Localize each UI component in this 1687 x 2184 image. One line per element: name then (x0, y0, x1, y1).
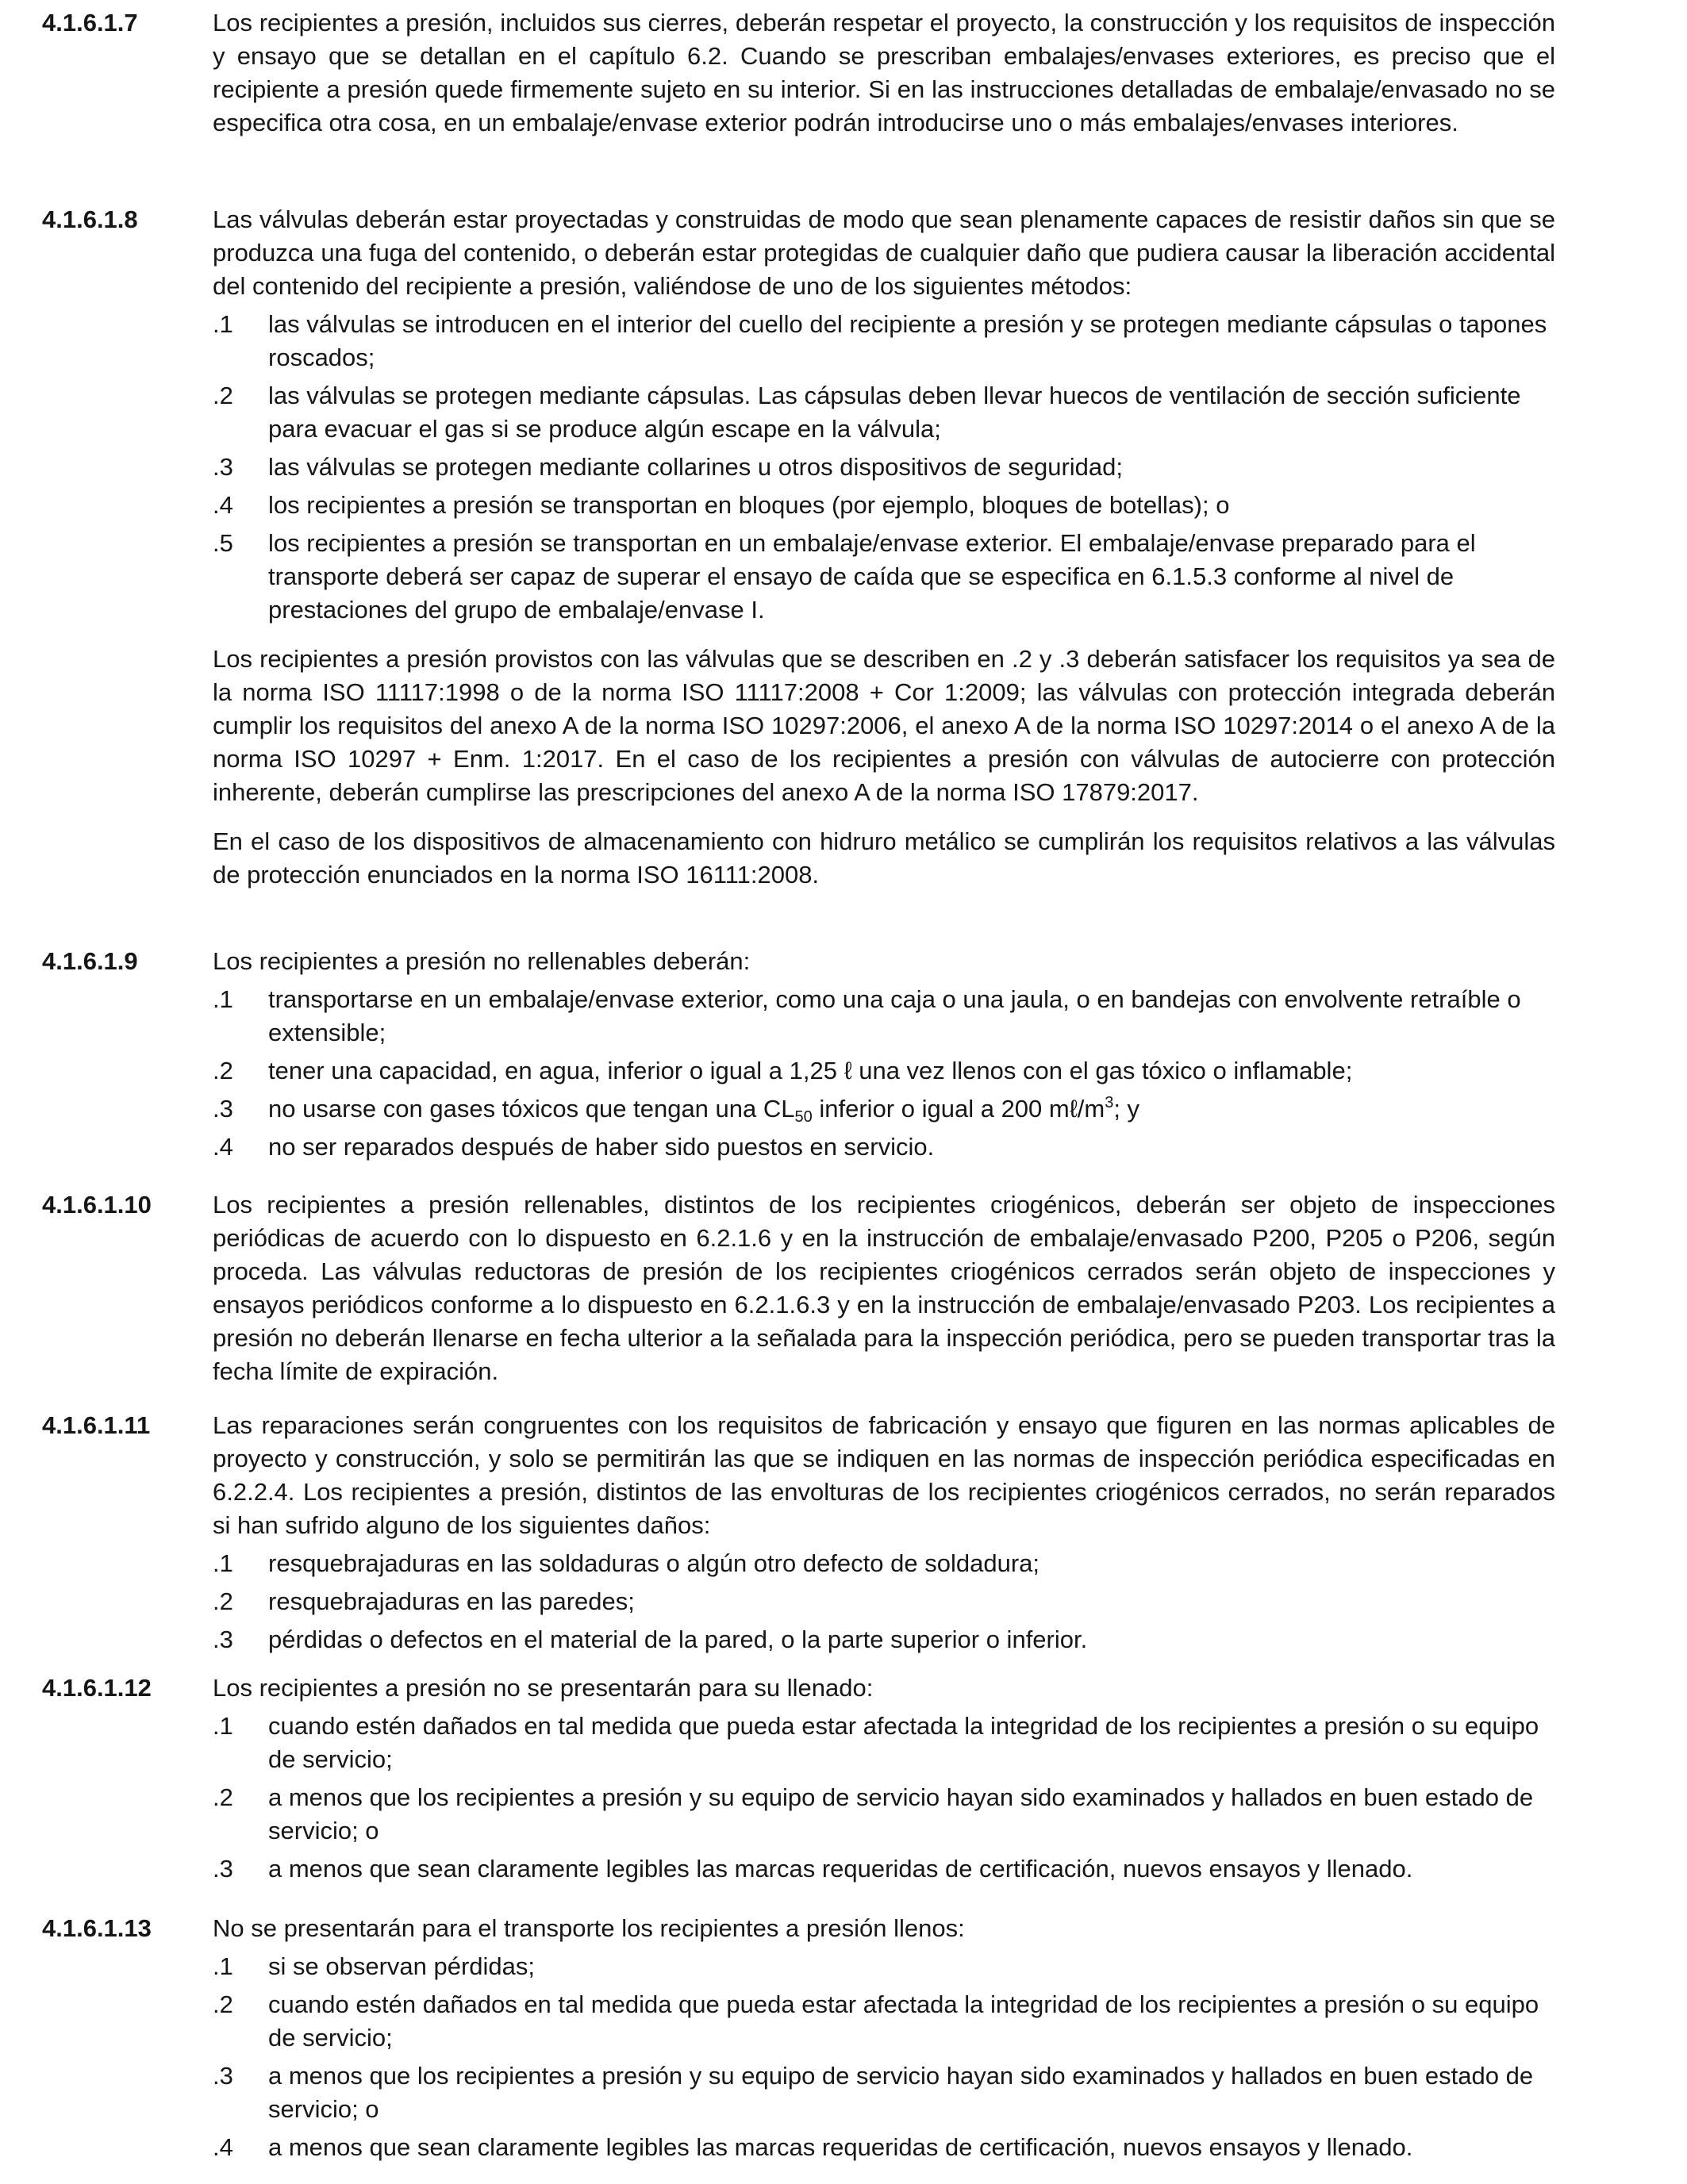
list-marker: .1 (213, 1712, 233, 1740)
section-number: 4.1.6.1.12 (42, 1674, 152, 1702)
list-item (213, 1585, 1555, 1618)
section-body (213, 1188, 1555, 1388)
section-body (213, 1912, 1555, 2164)
section-number: 4.1.6.1.9 (42, 947, 138, 975)
list-item (213, 527, 1555, 627)
list-item-text: a menos que los recipientes a presión y su equipo de servicio hayan sido examinados y hallados en buen estado de servicio; o (268, 2062, 1534, 2123)
section-paragraph: En el caso de los dispositivos de almacenamiento con hidruro metálico se cumplirán los requisitos relativos a las válvulas de protección enunciados en la norma ISO 16111:2008. (213, 827, 1555, 889)
list-item-text: tener una capacidad, en agua, inferior o igual a 1,25 ℓ una vez llenos con el gas tóxico o inflamable; (268, 1057, 1353, 1084)
subscript: 50 (794, 1108, 813, 1126)
list-item-text: no ser reparados después de haber sido puestos en servicio. (268, 1133, 935, 1161)
list-item-text: a menos que sean claramente legibles las marcas requeridas de certificación, nuevos ensayos y llenado. (268, 1855, 1413, 1883)
text-run: no usarse con gases tóxicos que tengan una CL (268, 1095, 795, 1123)
section-text: No se presentarán para el transporte los recipientes a presión llenos: (213, 1914, 965, 1942)
section-number: 4.1.6.1.7 (42, 9, 138, 36)
list-marker: .1 (213, 985, 233, 1013)
list-item (213, 1852, 1555, 1886)
section-paragraph: Los recipientes a presión provistos con las válvulas que se describen en .2 y .3 deberán satisfacer los requisitos ya sea de la norma ISO 11117:1998 o de la norma ISO 11117:2008 + Cor 1:2009; las válvulas con protección integrada deberán cumplir los requisitos del anexo A de la norma ISO 10297:2006, el anexo A de la norma ISO 10297:2014 o el anexo A de la norma ISO 10297 + Enm. 1:2017. En el caso de los recipientes a presión con válvulas de autocierre con protección inherente, deberán cumplirse las prescripciones del anexo A de la norma ISO 17879:2017. (213, 645, 1555, 806)
list-marker: .2 (213, 1990, 233, 2018)
list-item (213, 1710, 1555, 1776)
list-marker: .4 (213, 491, 233, 519)
list-item-text: resquebrajaduras en las soldaduras o algún otro defecto de soldadura; (268, 1549, 1039, 1577)
list-item (213, 379, 1555, 446)
list-marker: .1 (213, 1952, 233, 1980)
section-body (213, 203, 1555, 892)
list-item-text: los recipientes a presión se transportan en un embalaje/envase exterior. El embalaje/envase preparado para el transporte deberá ser capaz de superar el ensayo de caída que se especifica en 6.1.5.3 conforme al nivel de prestaciones del grupo de embalaje/envase I. (268, 529, 1476, 624)
text-run: inferior o igual a 200 mℓ/m (812, 1095, 1105, 1123)
list-item-text: las válvulas se introducen en el interior del cuello del recipiente a presión y se protegen mediante cápsulas o tapones roscados; (268, 310, 1547, 371)
list-item (213, 1781, 1555, 1848)
list-item (213, 489, 1555, 522)
list-item (213, 2059, 1555, 2126)
list-item-text: cuando estén dañados en tal medida que pueda estar afectada la integridad de los recipientes a presión o su equipo de servicio; (268, 1712, 1539, 1773)
list-item (213, 1988, 1555, 2055)
list-item-text (268, 1092, 1555, 1126)
list-item (213, 1054, 1555, 1088)
superscript: 3 (1105, 1094, 1114, 1111)
section-text: Las reparaciones serán congruentes con los requisitos de fabricación y ensayo que figuren en las normas aplicables de proyecto y construcción, y solo se permitirán las que se indiquen en las normas de inspección periódica especificadas en 6.2.2.4. Los recipientes a presión, distintos de las envolturas de los recipientes criogénicos cerrados, no serán reparados si han sufrido alguno de los siguientes daños: (213, 1411, 1555, 1539)
section-number: 4.1.6.1.8 (42, 205, 138, 233)
section-text: Los recipientes a presión rellenables, distintos de los recipientes criogénicos, deberán ser objeto de inspecciones periódicas de acuerdo con lo dispuesto en 6.2.1.6 y en la instrucción de embalaje/envasado P200, P205 o P206, según proceda. Las válvulas reductoras de presión de los recipientes criogénicos cerrados serán objeto de inspecciones y ensayos periódicos conforme a lo dispuesto en 6.2.1.6.3 y en la instrucción de embalaje/envasado P203. Los recipientes a presión no deberán llenarse en fecha ulterior a la señalada para la inspección periódica, pero se pueden transportar tras la fecha límite de expiración. (213, 1191, 1555, 1385)
section-number: 4.1.6.1.11 (42, 1411, 151, 1439)
list-item-text: si se observan pérdidas; (268, 1952, 536, 1980)
section-body (213, 1409, 1555, 1656)
list-marker: .1 (213, 310, 233, 338)
list-marker: .3 (213, 1626, 233, 1653)
section-number: 4.1.6.1.13 (42, 1914, 152, 1942)
list-marker: .3 (213, 1855, 233, 1883)
list-item (213, 308, 1555, 374)
list-marker: .2 (213, 1783, 233, 1811)
list-item-text: pérdidas o defectos en el material de la pared, o la parte superior o inferior. (268, 1626, 1088, 1653)
section-text: Las válvulas deberán estar proyectadas y construidas de modo que sean plenamente capaces de resistir daños sin que se produzca una fuga del contenido, o deberán estar protegidas de cualquier daño que pudiera causar la liberación accidental del contenido del recipiente a presión, valiéndose de uno de los siguientes métodos: (213, 205, 1555, 300)
list-item (213, 1950, 1555, 1983)
list-item-text: los recipientes a presión se transportan en bloques (por ejemplo, bloques de botellas); o (268, 491, 1230, 519)
list-item-text: a menos que los recipientes a presión y su equipo de servicio hayan sido examinados y hallados en buen estado de servicio; o (268, 1783, 1534, 1844)
list-marker: .2 (213, 1587, 233, 1615)
list-item (213, 1130, 1555, 1164)
list-item (213, 1547, 1555, 1580)
list-marker: .4 (213, 1133, 233, 1161)
list-marker: .4 (213, 2133, 233, 2161)
list-item (213, 451, 1555, 484)
list-item-text: resquebrajaduras en las paredes; (268, 1587, 635, 1615)
list-marker: .2 (213, 1057, 233, 1084)
list-item (213, 2131, 1555, 2164)
list-item (213, 983, 1555, 1050)
section-number: 4.1.6.1.10 (42, 1191, 152, 1219)
section-text: Los recipientes a presión no rellenables deberán: (213, 947, 751, 975)
list-marker: .2 (213, 382, 233, 409)
text-run: ; y (1113, 1095, 1140, 1123)
list-item-text: las válvulas se protegen mediante collarines u otros dispositivos de seguridad; (268, 453, 1123, 481)
section-body (213, 6, 1555, 140)
list-item (213, 1092, 1555, 1126)
section-body (213, 945, 1555, 1164)
list-marker: .1 (213, 1549, 233, 1577)
section-body (213, 1672, 1555, 1886)
list-item (213, 1623, 1555, 1656)
list-marker: .3 (213, 1095, 233, 1123)
section-text: Los recipientes a presión, incluidos sus cierres, deberán respetar el proyecto, la construcción y los requisitos de inspección y ensayo que se detallan en el capítulo 6.2. Cuando se prescriban embalajes/envases exteriores, es preciso que el recipiente a presión quede firmemente sujeto en su interior. Si en las instrucciones detalladas de embalaje/envasado no se especifica otra cosa, en un embalaje/envase exterior podrán introducirse uno o más embalajes/envases interiores. (213, 9, 1555, 136)
list-marker: .3 (213, 2062, 233, 2090)
list-item-text: cuando estén dañados en tal medida que pueda estar afectada la integridad de los recipientes a presión o su equipo de servicio; (268, 1990, 1539, 2052)
list-marker: .5 (213, 529, 233, 557)
list-item-text: transportarse en un embalaje/envase exterior, como una caja o una jaula, o en bandejas con envolvente retraíble o extensible; (268, 985, 1521, 1046)
list-marker: .3 (213, 453, 233, 481)
section-text: Los recipientes a presión no se presentarán para su llenado: (213, 1674, 874, 1702)
list-item-text: a menos que sean claramente legibles las marcas requeridas de certificación, nuevos ensayos y llenado. (268, 2133, 1413, 2161)
list-item-text: las válvulas se protegen mediante cápsulas. Las cápsulas deben llevar huecos de ventilación de sección suficiente para evacuar el gas si se produce algún escape en la válvula; (268, 382, 1521, 443)
